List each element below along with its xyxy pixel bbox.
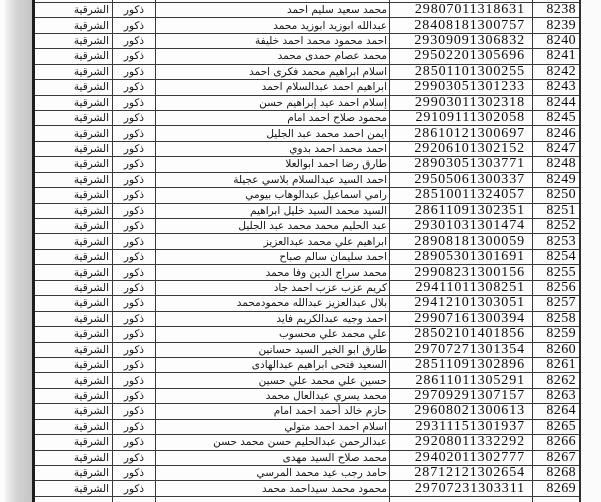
name-cell: محمد سعيد سليم احمد bbox=[156, 3, 390, 17]
governorate-cell: الشرقية bbox=[35, 219, 113, 233]
national-id-cell: 29208011332292 bbox=[390, 435, 533, 449]
table-row bbox=[35, 142, 579, 157]
serial-number-cell: 8247 bbox=[546, 141, 576, 157]
name-cell bbox=[156, 497, 390, 502]
national-id-cell: 29412101303051 bbox=[390, 296, 533, 310]
gender-cell: ذكور bbox=[113, 373, 156, 387]
table-row bbox=[35, 327, 579, 342]
governorate-cell: الشرقية bbox=[35, 96, 113, 110]
national-id-cell: 28502101401856 bbox=[390, 327, 533, 341]
gender-cell: ذكور bbox=[113, 96, 156, 110]
table-row bbox=[35, 435, 579, 450]
gender-cell: ذكور bbox=[113, 466, 156, 480]
national-id-cell: 29903051301233 bbox=[390, 80, 533, 94]
national-id-cell: 29411011308251 bbox=[390, 281, 533, 295]
national-id-cell: 28712121302654 bbox=[390, 466, 533, 480]
national-id-cell: 28408181300757 bbox=[390, 18, 533, 32]
serial-number-cell: 8250 bbox=[546, 188, 576, 203]
gender-cell: ذكور bbox=[113, 265, 156, 279]
serial-number-cell: 8259 bbox=[546, 327, 576, 342]
national-id-cell: 28611011305291 bbox=[390, 373, 533, 387]
registry-table-page bbox=[32, 0, 581, 502]
governorate-cell: الشرقية bbox=[35, 327, 113, 341]
governorate-cell: الشرقية bbox=[35, 157, 113, 171]
table-row bbox=[35, 65, 579, 80]
serial-number-cell: 8256 bbox=[546, 280, 576, 295]
serial-number-cell: 8238 bbox=[546, 2, 576, 18]
serial-number-cell bbox=[533, 497, 579, 502]
governorate-cell: الشرقية bbox=[35, 34, 113, 48]
name-cell: بلال عبدالعزيز عبدالله محمودمحمد bbox=[156, 296, 390, 310]
name-cell: عبدالرحمن عبدالحليم حسن محمد حسن bbox=[156, 435, 390, 449]
governorate-cell: الشرقية bbox=[35, 281, 113, 295]
serial-number-cell: 8251 bbox=[546, 203, 576, 218]
serial-number-cell: 8254 bbox=[546, 249, 576, 265]
table-row bbox=[35, 265, 579, 280]
national-id-cell: 29309091306832 bbox=[390, 34, 533, 48]
gender-cell: ذكور bbox=[113, 451, 156, 465]
governorate-cell: الشرقية bbox=[35, 312, 113, 326]
national-id-cell: 29707271301354 bbox=[390, 343, 533, 357]
gender-cell: ذكور bbox=[113, 343, 156, 357]
serial-number-cell: 8264 bbox=[546, 404, 576, 419]
table-row-partial-bottom bbox=[35, 497, 579, 502]
name-cell: حامد رجب عيد محمد المرسي bbox=[156, 466, 390, 480]
national-id-cell: 29608021300613 bbox=[390, 404, 533, 418]
serial-number-cell: 8240 bbox=[546, 33, 576, 48]
national-id-cell: 28903051303771 bbox=[390, 157, 533, 171]
national-id-cell: 29301031301474 bbox=[390, 219, 533, 233]
table-row bbox=[35, 404, 579, 419]
serial-number-cell: 8268 bbox=[546, 466, 576, 481]
name-cell: محمود صلاح احمد امام bbox=[156, 111, 390, 125]
serial-number-cell: 8248 bbox=[546, 157, 576, 172]
table-row bbox=[35, 157, 579, 172]
governorate-cell: الشرقية bbox=[35, 296, 113, 310]
governorate-cell: الشرقية bbox=[35, 373, 113, 387]
serial-number-cell: 8244 bbox=[546, 95, 576, 110]
governorate-cell bbox=[35, 497, 113, 502]
table-row bbox=[35, 219, 579, 234]
name-cell: السعيد فتحى ابراهيم عبدالهادى bbox=[156, 358, 390, 372]
governorate-cell: الشرقية bbox=[35, 142, 113, 156]
serial-number-cell: 8252 bbox=[546, 219, 576, 234]
gender-cell: ذكور bbox=[113, 435, 156, 449]
governorate-cell: الشرقية bbox=[35, 435, 113, 449]
table-row bbox=[35, 389, 579, 404]
serial-number-cell: 8249 bbox=[546, 172, 576, 187]
national-id-cell bbox=[390, 497, 533, 502]
gender-cell: ذكور bbox=[113, 404, 156, 418]
name-cell: محمد صلاح السيد مهدى bbox=[156, 451, 390, 465]
gender-cell: ذكور bbox=[113, 49, 156, 63]
name-cell: عبدالله ابوزيد ابوزيد محمد bbox=[156, 18, 390, 32]
table-row bbox=[35, 373, 579, 388]
table-row bbox=[35, 481, 579, 496]
table-row bbox=[35, 312, 579, 327]
table-row bbox=[35, 451, 579, 466]
serial-number-cell: 8265 bbox=[546, 419, 576, 434]
serial-number-cell: 8263 bbox=[546, 388, 576, 404]
national-id-cell: 29311151301937 bbox=[390, 420, 533, 434]
serial-number-cell: 8258 bbox=[546, 311, 576, 326]
national-id-cell: 29707231303311 bbox=[390, 481, 533, 495]
gender-cell: ذكور bbox=[113, 481, 156, 495]
name-cell: احمد سليمان سالم صباح bbox=[156, 250, 390, 264]
table-row bbox=[35, 80, 579, 95]
name-cell: محمد عصام حمدى محمد bbox=[156, 49, 390, 63]
gender-cell: ذكور bbox=[113, 296, 156, 310]
gender-cell bbox=[113, 497, 156, 502]
name-cell: رامي اسماعيل عبدالوهاب بيومي bbox=[156, 188, 390, 202]
national-id-cell: 28501101300255 bbox=[390, 65, 533, 79]
name-cell: اسلام ابراهيم محمد فكرى احمد bbox=[156, 65, 390, 79]
national-id-cell: 29903011302318 bbox=[390, 96, 533, 110]
gender-cell: ذكور bbox=[113, 327, 156, 341]
name-cell: طارق ابو الخير السيد حسانين bbox=[156, 343, 390, 357]
gender-cell: ذكور bbox=[113, 234, 156, 248]
gender-cell: ذكور bbox=[113, 281, 156, 295]
name-cell: علي محمد علي محسوب bbox=[156, 327, 390, 341]
table-row bbox=[35, 281, 579, 296]
gender-cell: ذكور bbox=[113, 389, 156, 403]
gender-cell: ذكور bbox=[113, 3, 156, 17]
gender-cell bbox=[113, 0, 156, 2]
table-row bbox=[35, 204, 579, 219]
table-row bbox=[35, 173, 579, 188]
national-id-cell bbox=[390, 0, 533, 2]
gender-cell: ذكور bbox=[113, 18, 156, 32]
governorate-cell: الشرقية bbox=[35, 49, 113, 63]
governorate-cell: الشرقية bbox=[35, 404, 113, 418]
gender-cell: ذكور bbox=[113, 142, 156, 156]
serial-number-cell: 8266 bbox=[546, 435, 576, 450]
table-row bbox=[35, 111, 579, 126]
governorate-cell: الشرقية bbox=[35, 80, 113, 94]
gender-cell: ذكور bbox=[113, 219, 156, 233]
serial-number-cell: 8269 bbox=[546, 481, 576, 496]
gender-cell: ذكور bbox=[113, 420, 156, 434]
table-row bbox=[35, 466, 579, 481]
table-row bbox=[35, 343, 579, 358]
name-cell: ايمن احمد محمد عبد الجليل bbox=[156, 126, 390, 140]
gender-cell: ذكور bbox=[113, 312, 156, 326]
table-row bbox=[35, 18, 579, 33]
governorate-cell: الشرقية bbox=[35, 343, 113, 357]
table-row bbox=[35, 96, 579, 111]
gender-cell: ذكور bbox=[113, 80, 156, 94]
serial-number-cell: 8243 bbox=[546, 80, 576, 95]
name-cell: محمود محمد سيداحمد محمد bbox=[156, 481, 390, 495]
table-body bbox=[35, 3, 579, 497]
page-edge-shadow bbox=[5, 0, 32, 502]
name-cell: محمد يسري عبدالعال محمد bbox=[156, 389, 390, 403]
name-cell: احمد السيد عبدالسلام بلاسي عجيلة bbox=[156, 173, 390, 187]
serial-number-cell: 8246 bbox=[546, 126, 576, 141]
table-row bbox=[35, 188, 579, 203]
national-id-cell: 29709291307157 bbox=[390, 389, 533, 403]
table-row bbox=[35, 126, 579, 141]
table-row bbox=[35, 34, 579, 49]
national-id-cell: 29109111302058 bbox=[390, 111, 533, 125]
governorate-cell: الشرقية bbox=[35, 250, 113, 264]
serial-number-cell: 8260 bbox=[546, 342, 576, 357]
gender-cell: ذكور bbox=[113, 173, 156, 187]
governorate-cell: الشرقية bbox=[35, 3, 113, 17]
governorate-cell: الشرقية bbox=[35, 234, 113, 248]
gender-cell: ذكور bbox=[113, 126, 156, 140]
table-row bbox=[35, 250, 579, 265]
gender-cell: ذكور bbox=[113, 250, 156, 264]
name-cell: عبد الحليم محمد محمد عبد الجليل bbox=[156, 219, 390, 233]
serial-number-cell: 8261 bbox=[546, 357, 576, 373]
name-cell: كريم عزب عزب احمد جاد bbox=[156, 281, 390, 295]
national-id-cell: 28908181300059 bbox=[390, 234, 533, 248]
national-id-cell: 28611091302351 bbox=[390, 204, 533, 218]
governorate-cell: الشرقية bbox=[35, 481, 113, 495]
table-row bbox=[35, 358, 579, 373]
name-cell: ابراهيم احمد عبدالسلام احمد bbox=[156, 80, 390, 94]
name-cell: ابراهيم علي محمد عبدالعزيز bbox=[156, 234, 390, 248]
gender-cell: ذكور bbox=[113, 358, 156, 372]
governorate-cell: الشرقية bbox=[35, 173, 113, 187]
serial-number-cell: 8267 bbox=[546, 450, 576, 465]
gender-cell: ذكور bbox=[113, 204, 156, 218]
table-row bbox=[35, 296, 579, 311]
name-cell: احمد وجيه عبدالكريم فايد bbox=[156, 312, 390, 326]
national-id-cell: 28905301301691 bbox=[390, 250, 533, 264]
serial-number-cell: 8257 bbox=[546, 296, 576, 311]
national-id-cell: 28610121300697 bbox=[390, 126, 533, 140]
table-row bbox=[35, 3, 579, 18]
name-cell: طارق رضا احمد ابوالعلا bbox=[156, 157, 390, 171]
name-cell: احمد محمد احمد بدوي bbox=[156, 142, 390, 156]
national-id-cell: 28511091302896 bbox=[390, 358, 533, 372]
table-row bbox=[35, 420, 579, 435]
name-cell: حازم خالد أحمد احمد امام bbox=[156, 404, 390, 418]
national-id-cell: 29908231300156 bbox=[390, 265, 533, 279]
serial-number-cell: 8245 bbox=[546, 110, 576, 126]
governorate-cell: الشرقية bbox=[35, 389, 113, 403]
table-row bbox=[35, 49, 579, 64]
serial-number-cell: 8255 bbox=[546, 265, 576, 280]
name-cell: محمد سراج الدين وفا محمد bbox=[156, 265, 390, 279]
national-id-cell: 29402011302777 bbox=[390, 451, 533, 465]
name-cell bbox=[156, 0, 390, 2]
name-cell: احمد محمود محمد احمد خليفة bbox=[156, 34, 390, 48]
name-cell: اسلام احمد احمد متولي bbox=[156, 420, 390, 434]
serial-number-cell bbox=[533, 0, 579, 2]
national-id-cell: 29502201305696 bbox=[390, 49, 533, 63]
serial-number-cell: 8239 bbox=[546, 18, 576, 33]
serial-number-cell: 8241 bbox=[546, 49, 576, 64]
serial-number-cell: 8242 bbox=[546, 64, 576, 79]
name-cell: السيد محمد السيد خليل ابراهيم bbox=[156, 204, 390, 218]
serial-number-cell: 8262 bbox=[546, 373, 576, 388]
governorate-cell: الشرقية bbox=[35, 188, 113, 202]
national-id-cell: 29907161300394 bbox=[390, 312, 533, 326]
governorate-cell: الشرقية bbox=[35, 466, 113, 480]
name-cell: إسلام احمد عيد إبراهيم حسن bbox=[156, 96, 390, 110]
governorate-cell: الشرقية bbox=[35, 65, 113, 79]
governorate-cell: الشرقية bbox=[35, 126, 113, 140]
gender-cell: ذكور bbox=[113, 188, 156, 202]
table-row bbox=[35, 234, 579, 249]
name-cell: حسين علي محمد علي حسين bbox=[156, 373, 390, 387]
gender-cell: ذكور bbox=[113, 157, 156, 171]
gender-cell: ذكور bbox=[113, 65, 156, 79]
serial-number-cell: 8253 bbox=[546, 234, 576, 249]
governorate-cell: الشرقية bbox=[35, 18, 113, 32]
governorate-cell bbox=[35, 0, 113, 2]
governorate-cell: الشرقية bbox=[35, 265, 113, 279]
national-id-cell: 29206101302152 bbox=[390, 142, 533, 156]
governorate-cell: الشرقية bbox=[35, 420, 113, 434]
governorate-cell: الشرقية bbox=[35, 358, 113, 372]
gender-cell: ذكور bbox=[113, 34, 156, 48]
governorate-cell: الشرقية bbox=[35, 111, 113, 125]
gender-cell: ذكور bbox=[113, 111, 156, 125]
governorate-cell: الشرقية bbox=[35, 451, 113, 465]
governorate-cell: الشرقية bbox=[35, 204, 113, 218]
national-id-cell: 29807011318631 bbox=[390, 3, 533, 17]
national-id-cell: 29505061300337 bbox=[390, 173, 533, 187]
national-id-cell: 28510011324057 bbox=[390, 188, 533, 202]
